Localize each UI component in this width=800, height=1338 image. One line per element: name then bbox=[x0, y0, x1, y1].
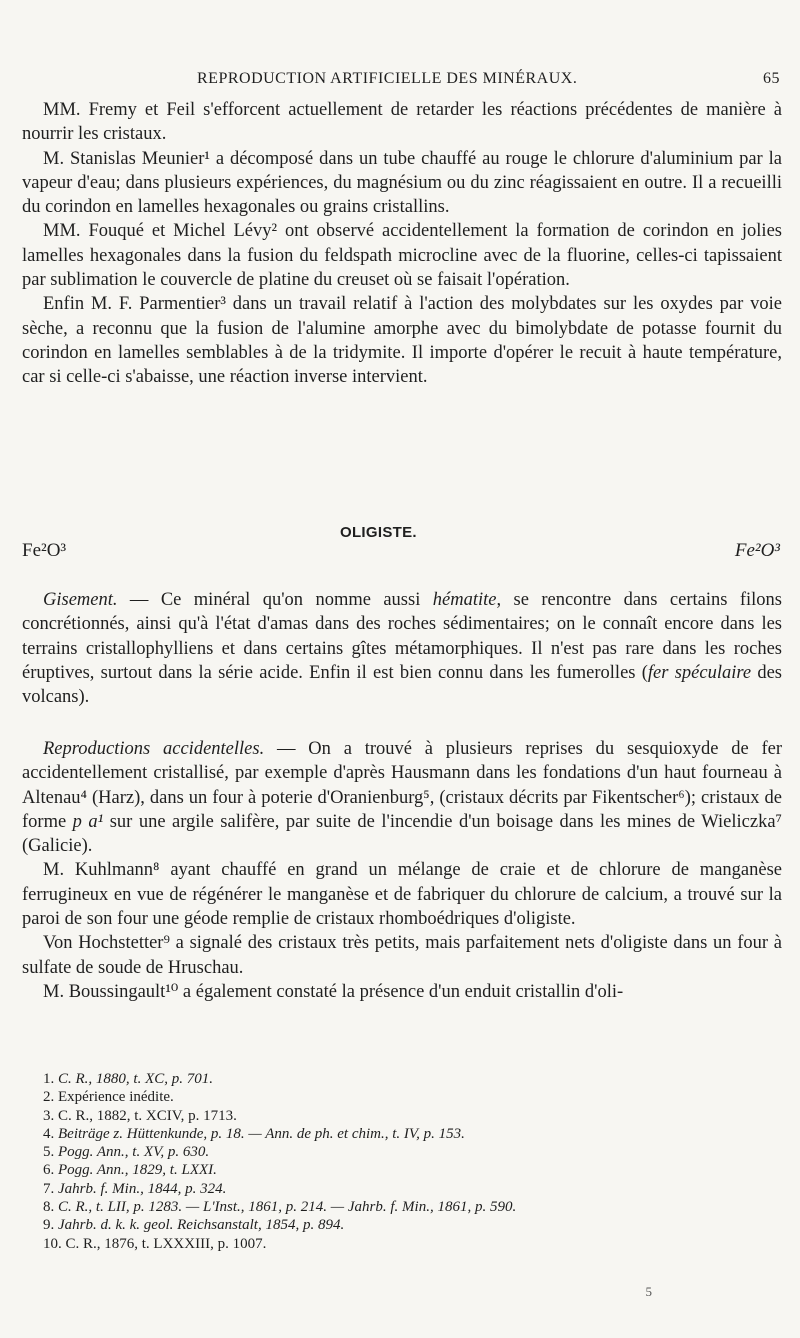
footnote bbox=[43, 1107, 783, 1125]
text-run: sur une argile salifère, par suite de l'incendie d'un boisage dans les mines de Wieliczka⁷ (Galicie). bbox=[22, 811, 782, 857]
page-number: 65 bbox=[763, 70, 780, 87]
running-header bbox=[22, 68, 782, 94]
footnote bbox=[43, 1125, 783, 1143]
reproductions-paragraph bbox=[22, 737, 782, 858]
gisement-paragraph bbox=[22, 588, 782, 709]
footnote-text: Pogg. Ann., t. XV, p. 630. bbox=[58, 1144, 210, 1161]
crystal-form: p a¹ bbox=[72, 811, 104, 832]
footnote bbox=[43, 1235, 783, 1253]
footnote bbox=[43, 1143, 783, 1161]
text-run: des volcans). bbox=[22, 662, 782, 708]
top-paragraphs bbox=[22, 98, 782, 390]
footnote-text: C. R., t. LII, p. 1283. — L'Inst., 1861, p. 214. — Jahrb. f. Min., 1861, p. 590. bbox=[58, 1199, 517, 1216]
footnote-number: 4. bbox=[43, 1125, 55, 1142]
paragraph: M. Boussingault¹⁰ a également constaté la présence d'un enduit cristallin d'oli- bbox=[43, 981, 624, 1002]
signature-mark: 5 bbox=[645, 1284, 652, 1299]
reproductions-label: Reproductions accidentelles. bbox=[43, 739, 265, 759]
running-title: REPRODUCTION ARTIFICIELLE DES MINÉRAUX. bbox=[197, 70, 578, 87]
gisement-section bbox=[22, 588, 782, 709]
paragraph: MM. Fouqué et Michel Lévy² ont observé accidentellement la formation de corindon en jolies lamelles hexagonales dans la fusion du feldspath microcline avec de la fluorine, celles-ci tapissaient par sublimation le couvercle de platine du creuset où se faisait l'opération. bbox=[22, 221, 782, 291]
footnote-number: 3. bbox=[43, 1107, 55, 1124]
footnote-number: 8. bbox=[43, 1199, 55, 1216]
footnote-number: 10. bbox=[43, 1235, 62, 1252]
footnote bbox=[43, 1088, 783, 1106]
text-run: — On a trouvé à plusieurs reprises du sesquioxyde de fer accidentellement cristallisé, par exemple d'après Hausmann dans les fondations d'un haut fourneau à Altenau⁴ (Harz), dans un four à poterie d'Oranienburg⁵, (cristaux décrits par Fikentscher⁶); cristaux de forme bbox=[22, 739, 782, 832]
formula-left: Fe²O³ bbox=[22, 540, 67, 561]
footnote-number: 2. bbox=[43, 1089, 55, 1106]
paragraph: Von Hochstetter⁹ a signalé des cristaux très petits, mais parfaitement nets d'oligiste dans un four à sulfate de soude de Hruschau. bbox=[22, 933, 782, 978]
footnote-text: Pogg. Ann., 1829, t. LXXI. bbox=[58, 1162, 217, 1179]
paragraph: Enfin M. F. Parmentier³ dans un travail relatif à l'action des molybdates sur les oxydes par voie sèche, a reconnu que la fusion de l'alumine amorphe avec du bimolybdate de potasse fournit du corindon en lamelles semblables à de la tridymite. Il importe d'opérer le recuit à haute température, car si celle-ci s'abaisse, une réaction inverse intervient. bbox=[22, 294, 782, 388]
text-run: , se rencontre dans certains filons concrétionnés, ainsi qu'à l'état d'amas dans des roches sédimentaires; on le connaît encore dans les terrains cristallophylliens et dans certains gîtes métamorphiques. Il n'est pas rare dans les roches éruptives, surtout dans la série acide. Enfin il est bien connu dans les fumerolles ( bbox=[22, 590, 782, 683]
footnote-text: Beiträge z. Hüttenkunde, p. 18. — Ann. de ph. et chim., t. IV, p. 153. bbox=[58, 1125, 465, 1142]
footnote-text: C. R., 1876, t. LXXXIII, p. 1007. bbox=[65, 1235, 267, 1252]
footnote-text: C. R., 1880, t. XC, p. 701. bbox=[58, 1071, 214, 1087]
footnote bbox=[43, 1216, 783, 1234]
footnote-text: Jahrb. d. k. k. geol. Reichsanstalt, 1854, p. 894. bbox=[58, 1217, 345, 1234]
footnote bbox=[43, 1161, 783, 1179]
footnote-number: 9. bbox=[43, 1217, 55, 1234]
footnote-text: Jahrb. f. Min., 1844, p. 324. bbox=[58, 1180, 227, 1197]
footnote bbox=[43, 1070, 783, 1088]
footnote-number: 6. bbox=[43, 1162, 55, 1179]
hematite-term: hématite bbox=[432, 590, 497, 610]
footnote-number: 1. bbox=[43, 1071, 55, 1087]
fer-speculaire-term: fer spéculaire bbox=[647, 662, 752, 683]
paragraph: M. Kuhlmann⁸ ayant chauffé en grand un mélange de craie et de chlorure de manganèse ferrugineux en vue de régénérer le manganèse et de fabriquer du chlorure de calcium, a trouvé sur la paroi de son four une géode remplie de cristaux rhomboédriques d'oligiste. bbox=[22, 860, 782, 930]
reproductions-section bbox=[22, 737, 782, 1004]
footnote-number: 7. bbox=[43, 1180, 55, 1197]
footnote bbox=[43, 1180, 783, 1198]
gisement-label: Gisement. bbox=[43, 590, 118, 610]
text-run: — Ce minéral qu'on nomme aussi bbox=[117, 590, 433, 610]
section-heading: OLIGISTE. bbox=[340, 524, 417, 541]
footnote bbox=[43, 1198, 783, 1216]
paragraph: M. Stanislas Meunier¹ a décomposé dans un tube chauffé au rouge le chlorure d'aluminium par la vapeur d'eau; dans plusieurs expériences, du magnésium ou du zinc réagissaient en outre. Il a recueilli du corindon en lamelles hexagonales ou grains cristallins. bbox=[22, 148, 782, 218]
paragraph: MM. Fremy et Feil s'efforcent actuellement de retarder les réactions précédentes de manière à nourrir les cristaux. bbox=[22, 100, 782, 145]
footnote-number: 5. bbox=[43, 1144, 55, 1161]
footnotes bbox=[43, 1070, 783, 1253]
formula-right: Fe²O³ bbox=[734, 540, 780, 561]
footnote-text: Expérience inédite. bbox=[58, 1089, 174, 1106]
footnote-text: C. R., 1882, t. XCIV, p. 1713. bbox=[58, 1107, 237, 1124]
